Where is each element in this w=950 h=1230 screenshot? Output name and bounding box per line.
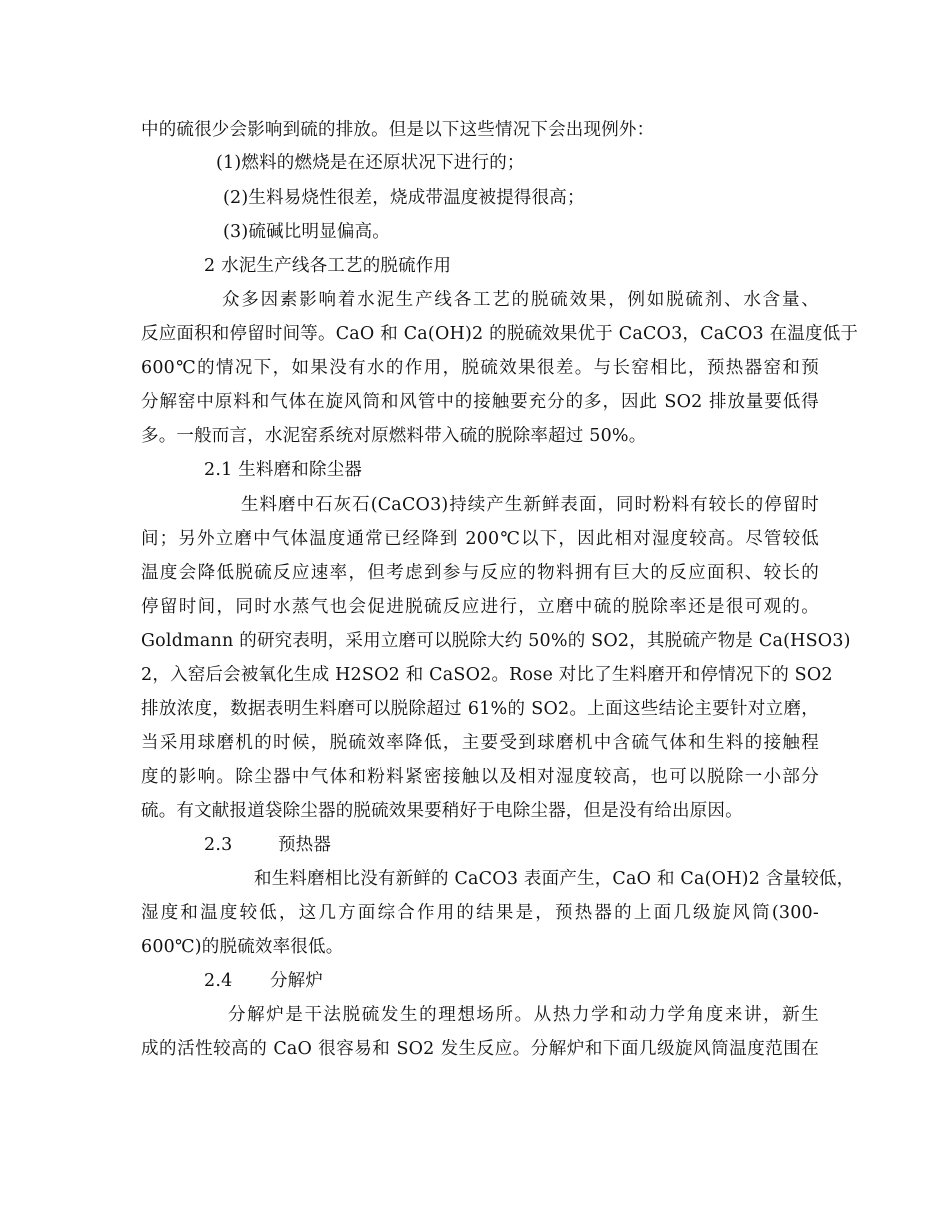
paragraph-line: 600℃)的脱硫效率很低。 <box>141 937 344 957</box>
paragraph-line: 当采用球磨机的时候，脱硫效率降低，主要受到球磨机中含硫气体和生料的接触程 <box>141 733 819 753</box>
paragraph-line: 成的活性较高的 CaO 很容易和 SO2 发生反应。分解炉和下面几级旋风筒温度范围在 <box>141 1039 819 1059</box>
paragraph-line: 分解窑中原料和气体在旋风筒和风管中的接触要充分的多，因此 SO2 排放量要低得 <box>141 392 819 412</box>
paragraph-line: 众多因素影响着水泥生产线各工艺的脱硫效果，例如脱硫剂、水含量、 <box>222 290 819 310</box>
paragraph-line: 度的影响。除尘器中气体和粉料紧密接触以及相对湿度较高，也可以脱除一小部分 <box>141 767 819 787</box>
section-number: 2.4 <box>204 971 233 991</box>
section-heading <box>204 969 323 993</box>
paragraph-line: Goldmann 的研究表明，采用立磨可以脱除大约 50%的 SO2，其脱硫产物是 Ca(HSO3) <box>141 631 851 651</box>
section-heading <box>204 833 331 857</box>
section-number: 2.3 <box>204 835 233 855</box>
section-heading: 2 水泥生产线各工艺的脱硫作用 <box>204 256 452 276</box>
section-title: 分解炉 <box>269 971 324 991</box>
paragraph-line: 温度会降低脱硫反应速率，但考虑到参与反应的物料拥有巨大的反应面积、较长的 <box>141 563 819 583</box>
paragraph-line: 2，入窑后会被氧化生成 H2SO2 和 CaSO2。Rose 对比了生料磨开和停情况下的 SO2 <box>141 665 833 685</box>
paragraph-line: 排放浓度，数据表明生料磨可以脱除超过 61%的 SO2。上面这些结论主要针对立磨， <box>141 699 819 719</box>
paragraph-line: 生料磨中石灰石(CaCO3)持续产生新鲜表面，同时粉料有较长的停留时 <box>241 495 819 515</box>
paragraph-line: 600℃的情况下，如果没有水的作用，脱硫效果很差。与长窑相比，预热器窑和预 <box>141 358 819 378</box>
paragraph-line: 湿度和温度较低，这几方面综合作用的结果是，预热器的上面几级旋风筒(300- <box>141 903 819 923</box>
paragraph-line: 间；另外立磨中气体温度通常已经降到 200℃以下，因此相对湿度较高。尽管较低 <box>141 529 819 549</box>
paragraph-line: 多。一般而言，水泥窑系统对原燃料带入硫的脱除率超过 50%。 <box>141 426 647 446</box>
list-item: (2)生料易烧性很差，烧成带温度被提得很高； <box>223 188 585 208</box>
section-title: 预热器 <box>277 835 332 855</box>
paragraph-line: 停留时间，同时水蒸气也会促进脱硫反应进行，立磨中硫的脱除率还是很可观的。 <box>141 597 819 617</box>
list-item: (1)燃料的燃烧是在还原状况下进行的； <box>216 153 525 173</box>
list-item: (3)硫碱比明显偏高。 <box>223 222 390 242</box>
paragraph-line: 中的硫很少会影响到硫的排放。但是以下这些情况下会出现例外： <box>141 120 655 140</box>
paragraph-line: 和生料磨相比没有新鲜的 CaCO3 表面产生，CaO 和 Ca(OH)2 含量较低， <box>254 869 855 889</box>
paragraph-line: 反应面积和停留时间等。CaO 和 Ca(OH)2 的脱硫效果优于 CaCO3，CaCO3 在温度低于 <box>141 324 859 344</box>
section-heading: 2.1 生料磨和除尘器 <box>204 460 363 480</box>
paragraph-line: 分解炉是干法脱硫发生的理想场所。从热力学和动力学角度来讲，新生 <box>228 1005 819 1025</box>
paragraph-line: 硫。有文献报道袋除尘器的脱硫效果要稍好于电除尘器，但是没有给出原因。 <box>141 801 743 821</box>
